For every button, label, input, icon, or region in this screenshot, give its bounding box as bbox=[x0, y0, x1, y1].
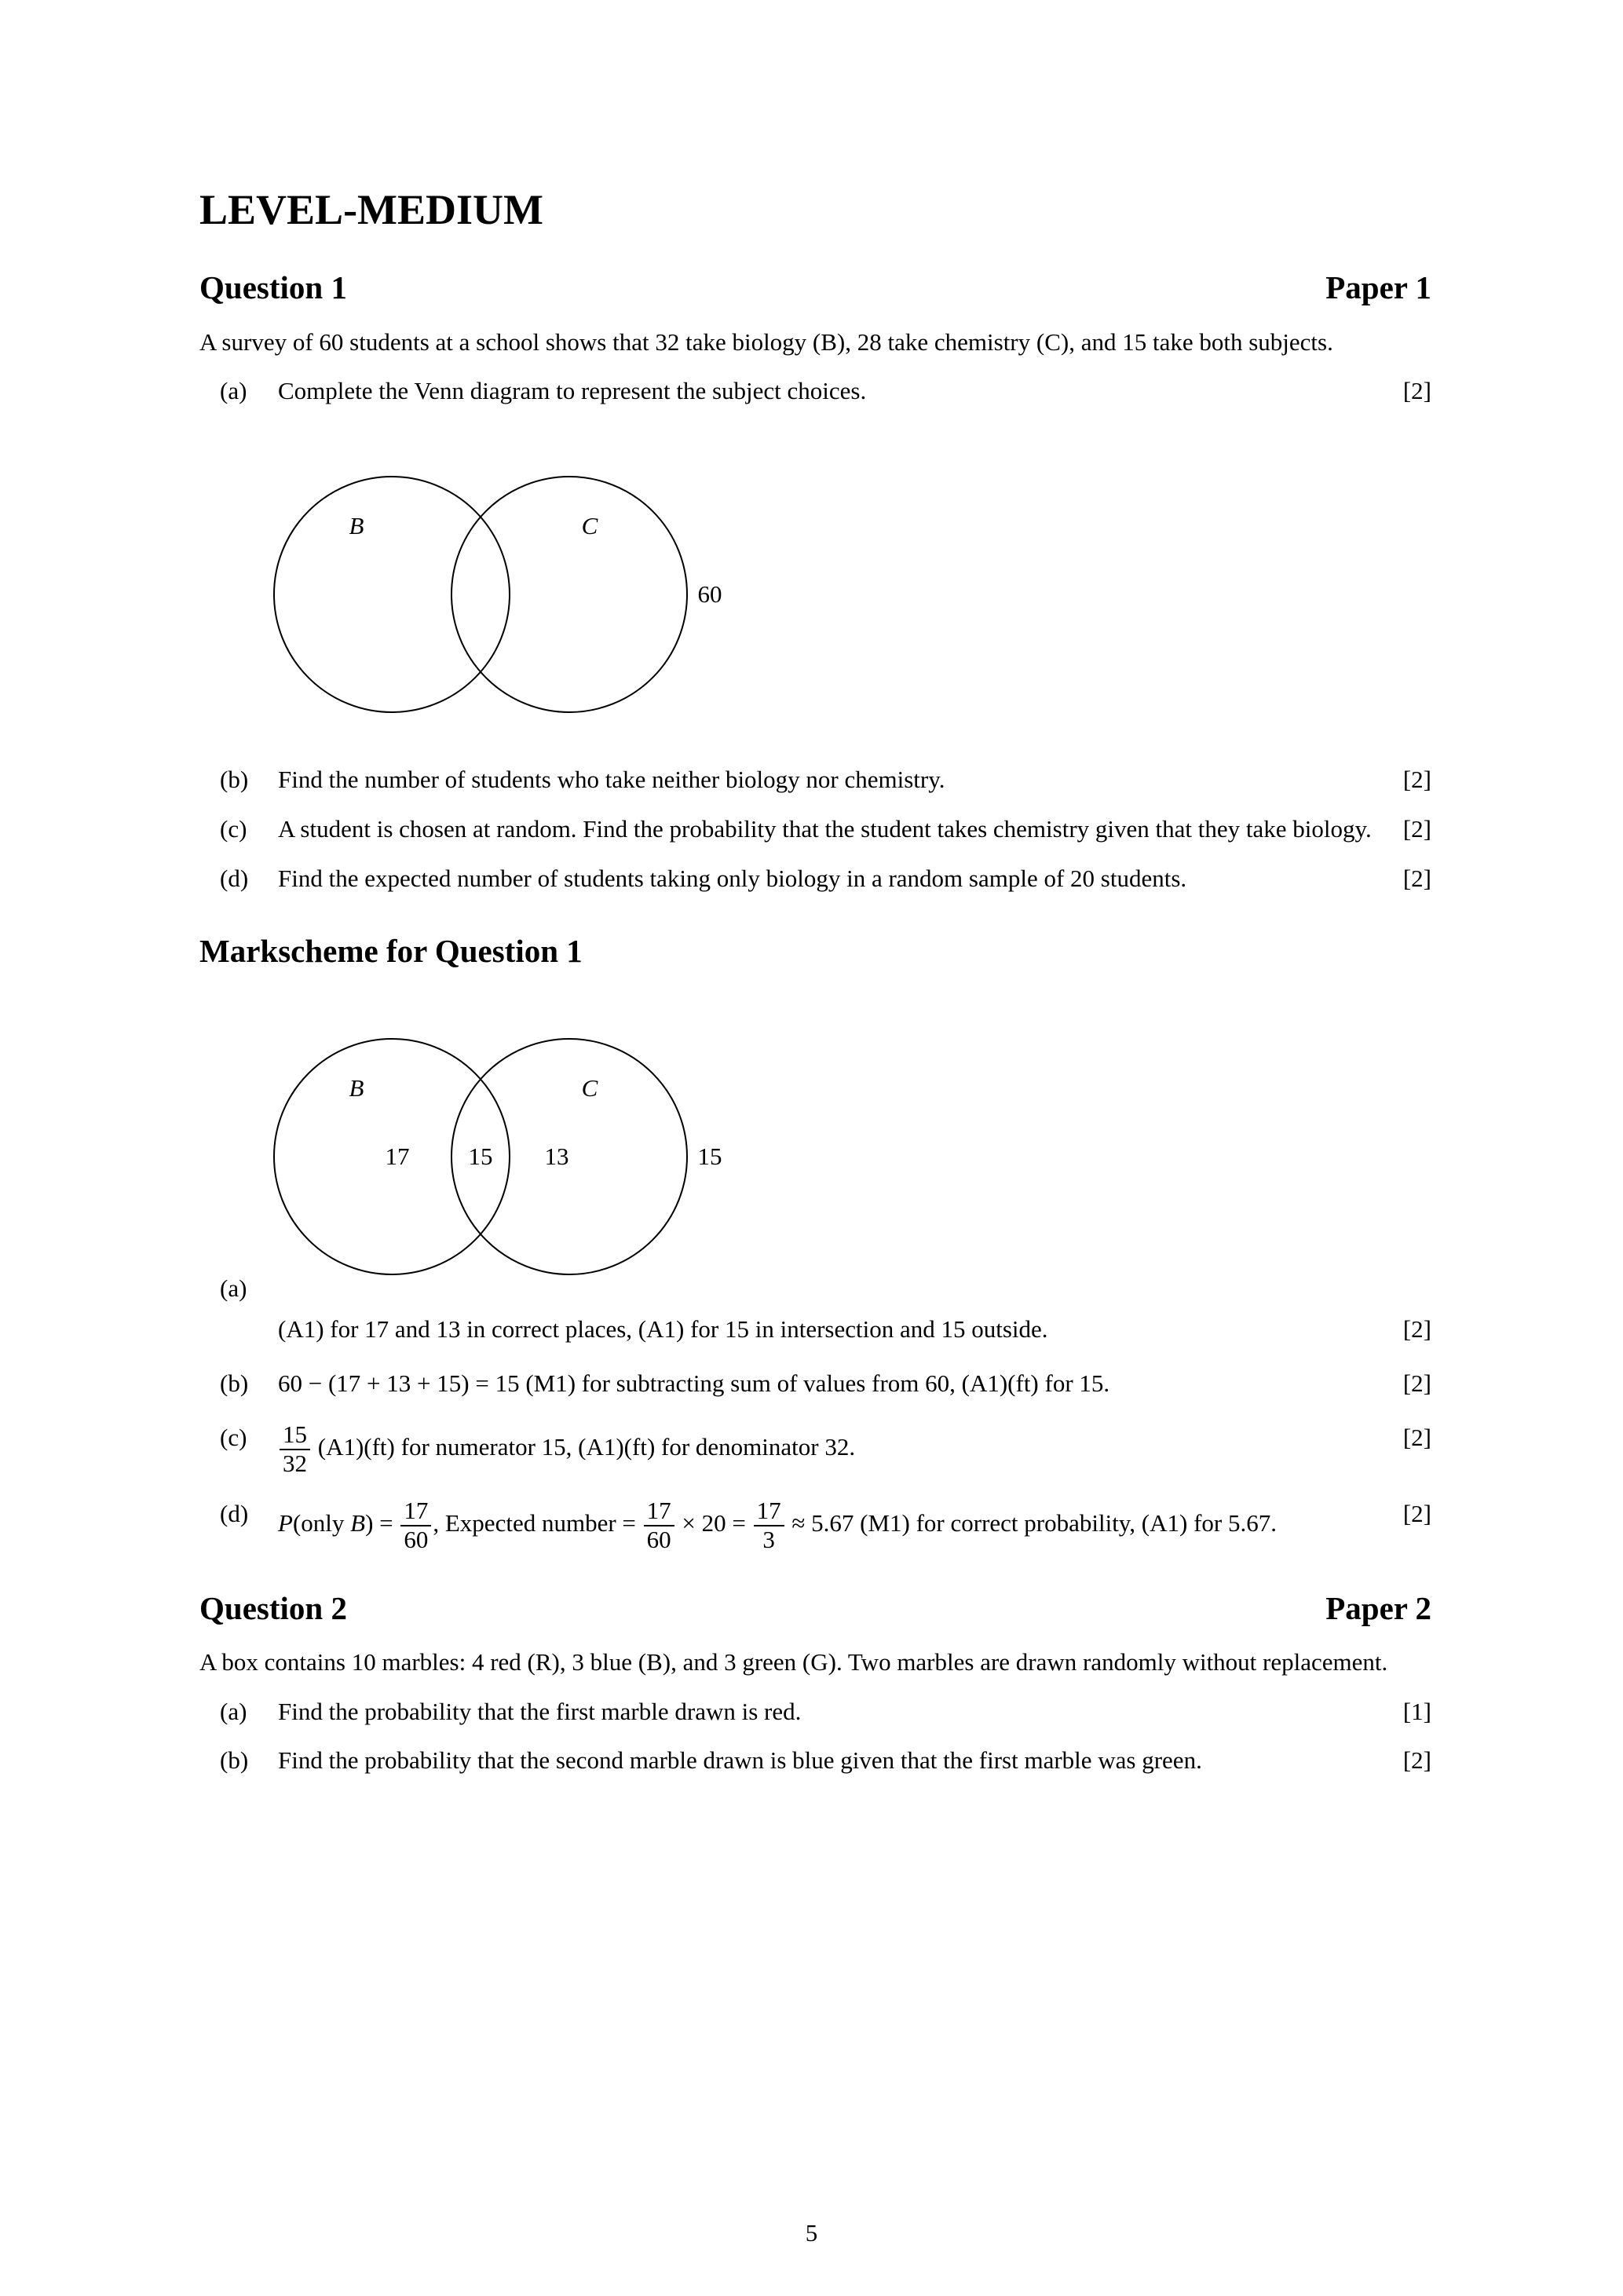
q2-part-b-text bbox=[278, 1744, 1431, 1778]
ms-part-d-seg3: , Expected number = bbox=[433, 1509, 642, 1537]
q2-part-a-text bbox=[278, 1695, 1431, 1729]
question2-part-b bbox=[199, 1744, 1431, 1778]
part-c-label: (c) bbox=[220, 814, 247, 843]
q2-part-a-marks: [1] bbox=[1402, 1697, 1431, 1725]
question2-intro: A box contains 10 marbles: 4 red (R), 3 blue (B), and 3 green (G). Two marbles are drawn randomly without replacement. bbox=[199, 1647, 1388, 1676]
ms-venn-left-only-value: 17 bbox=[385, 1142, 410, 1170]
ms-part-b-text bbox=[278, 1367, 1431, 1401]
question2-part-a bbox=[199, 1695, 1431, 1729]
question1-part-a bbox=[199, 375, 1431, 408]
ms-part-b bbox=[199, 1367, 1431, 1401]
ms-part-d-marks: [2] bbox=[1402, 1500, 1431, 1528]
question2-heading: Question 2 bbox=[199, 1589, 347, 1626]
part-d-marks: [2] bbox=[1402, 864, 1431, 892]
ms-part-c-label: (c) bbox=[220, 1423, 247, 1451]
question1-paper-label: Paper 1 bbox=[1325, 269, 1431, 306]
ms-part-b-text-content: (M1) for subtracting sum of values from 60, (A1)(ft) for 15. bbox=[519, 1369, 1110, 1398]
fraction-denominator: 32 bbox=[283, 1449, 307, 1477]
question1-intro: A survey of 60 students at a school shows that 32 take biology (B), 28 take chemistry (C), and 15 take both subjects. bbox=[199, 327, 1333, 356]
question1-part-d bbox=[199, 862, 1431, 896]
part-b-text bbox=[278, 763, 1431, 797]
ms-part-d-p-symbol: P bbox=[278, 1509, 293, 1537]
ms-part-d-label: (d) bbox=[220, 1500, 249, 1528]
ms-part-d-fraction2 bbox=[642, 1497, 676, 1553]
fraction-numerator: 17 bbox=[754, 1497, 784, 1526]
part-b-text-content: Find the number of students who take neither biology nor chemistry. bbox=[278, 766, 945, 794]
ms-part-c-marks: [2] bbox=[1402, 1423, 1431, 1451]
ms-part-c-text bbox=[278, 1421, 1431, 1477]
ms-part-b-marks: [2] bbox=[1402, 1369, 1431, 1398]
ms-part-d-seg1: (only bbox=[292, 1509, 351, 1537]
part-c-text bbox=[278, 813, 1431, 846]
part-d-label: (d) bbox=[220, 864, 249, 892]
ms-part-a-marks: [2] bbox=[1402, 1315, 1431, 1344]
q2-part-a-label: (a) bbox=[220, 1697, 247, 1725]
page-number: 5 bbox=[805, 2219, 818, 2247]
q2-part-b-label: (b) bbox=[220, 1746, 249, 1775]
part-a-text-content: Complete the Venn diagram to represent the subject choices. bbox=[278, 377, 867, 405]
venn-circle-left bbox=[274, 477, 510, 712]
venn-outside-value: 60 bbox=[697, 580, 722, 609]
fraction-denominator: 60 bbox=[646, 1525, 671, 1553]
venn-diagram-question bbox=[199, 418, 843, 748]
part-d-text-content: Find the expected number of students taking only biology in a random sample of 20 students. bbox=[278, 864, 1187, 892]
fraction-numerator: 15 bbox=[280, 1421, 310, 1450]
ms-part-a-label: (a) bbox=[220, 1274, 247, 1302]
q2-part-b-text-content: Find the probability that the second marble drawn is blue given that the first marble was green. bbox=[278, 1746, 1202, 1775]
part-d-text bbox=[278, 862, 1431, 896]
part-c-text-content: A student is chosen at random. Find the probability that the student takes chemistry given that they take biology. bbox=[278, 814, 1372, 843]
venn-left-label: B bbox=[349, 512, 364, 540]
ms-part-b-label: (b) bbox=[220, 1369, 249, 1398]
question1-heading: Question 1 bbox=[199, 269, 347, 306]
part-b-label: (b) bbox=[220, 766, 249, 794]
question1-part-b bbox=[199, 763, 1431, 797]
q2-part-b-marks: [2] bbox=[1402, 1746, 1431, 1775]
part-b-marks: [2] bbox=[1402, 766, 1431, 794]
question2-paper-label: Paper 2 bbox=[1325, 1589, 1431, 1626]
ms-part-c-fraction bbox=[278, 1421, 312, 1477]
ms-part-a-text-content: (A1) for 17 and 13 in correct places, (A1) for 15 in intersection and 15 outside. bbox=[278, 1315, 1048, 1344]
ms-venn-intersection-value: 15 bbox=[468, 1142, 493, 1170]
ms-part-d-fraction1 bbox=[399, 1497, 433, 1553]
fraction-denominator: 60 bbox=[404, 1525, 429, 1553]
ms-part-d-fraction3 bbox=[752, 1497, 786, 1553]
ms-part-d-text bbox=[278, 1497, 1431, 1553]
part-a-marks: [2] bbox=[1402, 377, 1431, 405]
part-a-text bbox=[278, 375, 1431, 408]
ms-part-d-seg5: ≈ 5.67 (M1) for correct probability, (A1) for 5.67. bbox=[785, 1509, 1277, 1537]
ms-venn-left-label: B bbox=[349, 1073, 364, 1102]
question2-heading-row bbox=[199, 1590, 1431, 1627]
ms-part-d-seg4: × 20 = bbox=[675, 1509, 752, 1537]
ms-part-d-seg2: ) = bbox=[365, 1509, 400, 1537]
ms-part-b-math: 60 − (17 + 13 + 15) = 15 bbox=[278, 1369, 520, 1398]
page-title: LEVEL-MEDIUM bbox=[199, 186, 544, 233]
venn-right-label: C bbox=[581, 512, 598, 540]
ms-venn-right-only-value: 13 bbox=[544, 1142, 569, 1170]
fraction-numerator: 17 bbox=[400, 1497, 431, 1526]
q2-part-a-text-content: Find the probability that the first marble drawn is red. bbox=[278, 1697, 802, 1725]
ms-part-d-b-symbol: B bbox=[350, 1509, 366, 1537]
ms-part-c bbox=[199, 1421, 1431, 1477]
markscheme-heading: Markscheme for Question 1 bbox=[199, 933, 583, 970]
venn-circle-right bbox=[451, 477, 687, 712]
ms-part-a-text bbox=[278, 1313, 1431, 1347]
part-a-label: (a) bbox=[220, 377, 247, 405]
ms-part-c-text-content: (A1)(ft) for numerator 15, (A1)(ft) for denominator 32. bbox=[312, 1432, 856, 1461]
fraction-denominator: 3 bbox=[762, 1525, 775, 1553]
ms-venn-right-label: C bbox=[581, 1073, 598, 1102]
question1-part-c bbox=[199, 813, 1431, 846]
ms-part-d bbox=[199, 1497, 1431, 1553]
ms-venn-outside-value: 15 bbox=[697, 1142, 722, 1170]
venn-diagram-markscheme bbox=[199, 980, 843, 1310]
question1-heading-row bbox=[199, 269, 1431, 306]
part-c-marks: [2] bbox=[1402, 814, 1431, 843]
fraction-numerator: 17 bbox=[644, 1497, 674, 1526]
